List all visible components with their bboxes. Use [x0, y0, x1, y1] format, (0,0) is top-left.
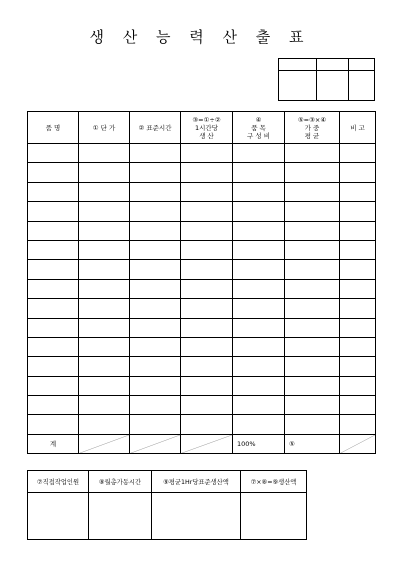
cell-standard-time[interactable]	[130, 279, 181, 298]
approval-box	[278, 58, 375, 101]
value-avg-hourly-standard-output[interactable]	[152, 493, 241, 540]
cell-weighted-average[interactable]	[285, 299, 340, 318]
production-capacity-table	[27, 111, 376, 454]
header-hourly-production	[181, 112, 233, 144]
cell-product-name[interactable]	[28, 144, 79, 163]
header-direct-workers: ⑦직접작업인원	[28, 471, 89, 493]
cell-item-ratio[interactable]	[233, 163, 285, 182]
table-row	[28, 240, 376, 259]
total-weighted-average: ⑤	[285, 434, 340, 453]
cell-weighted-average[interactable]	[285, 182, 340, 201]
table-row	[28, 144, 376, 163]
cell-remarks[interactable]	[340, 318, 376, 337]
cell-remarks[interactable]	[340, 279, 376, 298]
cell-hourly-production[interactable]	[181, 240, 233, 259]
table-total-row	[28, 434, 376, 453]
header-product-name: 품 명	[28, 112, 79, 144]
cell-item-ratio[interactable]	[233, 415, 285, 434]
cell-product-name[interactable]	[28, 299, 79, 318]
cell-product-name[interactable]	[28, 318, 79, 337]
cell-weighted-average[interactable]	[285, 415, 340, 434]
cell-remarks[interactable]	[340, 299, 376, 318]
cell-standard-time[interactable]	[130, 202, 181, 221]
cell-unit-price[interactable]	[79, 240, 130, 259]
cell-weighted-average[interactable]	[285, 260, 340, 279]
approval-header-cell-3	[349, 59, 375, 71]
cell-item-ratio[interactable]	[233, 279, 285, 298]
header-avg-hourly-standard-output: ⑨평균1Hr당표준생산액	[152, 471, 241, 493]
cell-hourly-production[interactable]	[181, 221, 233, 240]
cell-unit-price[interactable]	[79, 376, 130, 395]
cell-remarks[interactable]	[340, 376, 376, 395]
approval-sign-cell-1	[279, 71, 317, 101]
cell-item-ratio[interactable]	[233, 376, 285, 395]
cell-hourly-production[interactable]	[181, 337, 233, 356]
cell-item-ratio[interactable]	[233, 221, 285, 240]
cell-product-name[interactable]	[28, 240, 79, 259]
total-unit-price-diagonal	[79, 434, 130, 453]
cell-product-name[interactable]	[28, 163, 79, 182]
cell-item-ratio[interactable]	[233, 260, 285, 279]
header-hourly-production-line2: 1시간당	[195, 123, 218, 132]
header-item-ratio-line3: 구 성 비	[247, 131, 270, 140]
header-production-amount: ⑦×⑧=⑨생산액	[241, 471, 307, 493]
header-weighted-average-line2: 가 중	[304, 123, 320, 132]
header-weighted-average-line3: 평 균	[304, 131, 320, 140]
production-amount-value-row	[28, 493, 307, 540]
cell-hourly-production[interactable]	[181, 260, 233, 279]
header-hourly-production-formula: ③=①÷②	[192, 115, 221, 124]
value-monthly-operating-hours[interactable]	[89, 493, 152, 540]
cell-product-name[interactable]	[28, 396, 79, 415]
cell-unit-price[interactable]	[79, 260, 130, 279]
production-amount-table	[27, 470, 307, 540]
cell-standard-time[interactable]	[130, 144, 181, 163]
table-row	[28, 357, 376, 376]
total-standard-time-diagonal	[130, 434, 181, 453]
cell-unit-price[interactable]	[79, 357, 130, 376]
cell-item-ratio[interactable]	[233, 299, 285, 318]
cell-item-ratio[interactable]	[233, 337, 285, 356]
header-monthly-operating-hours: ⑧월총가동시간	[89, 471, 152, 493]
cell-hourly-production[interactable]	[181, 396, 233, 415]
header-item-ratio-number: ④	[255, 115, 262, 124]
cell-product-name[interactable]	[28, 182, 79, 201]
cell-product-name[interactable]	[28, 221, 79, 240]
cell-hourly-production[interactable]	[181, 357, 233, 376]
table-row	[28, 260, 376, 279]
cell-hourly-production[interactable]	[181, 144, 233, 163]
cell-unit-price[interactable]	[79, 144, 130, 163]
table-row	[28, 202, 376, 221]
cell-item-ratio[interactable]	[233, 240, 285, 259]
cell-hourly-production[interactable]	[181, 415, 233, 434]
cell-remarks[interactable]	[340, 337, 376, 356]
header-remarks: 비 고	[340, 112, 376, 144]
cell-remarks[interactable]	[340, 415, 376, 434]
header-item-ratio-line2: 품 목	[251, 123, 266, 132]
cell-unit-price[interactable]	[79, 396, 130, 415]
table-header-row	[28, 112, 376, 144]
cell-standard-time[interactable]	[130, 376, 181, 395]
cell-remarks[interactable]	[340, 182, 376, 201]
cell-weighted-average[interactable]	[285, 163, 340, 182]
cell-weighted-average[interactable]	[285, 396, 340, 415]
cell-remarks[interactable]	[340, 202, 376, 221]
cell-product-name[interactable]	[28, 357, 79, 376]
cell-unit-price[interactable]	[79, 318, 130, 337]
cell-hourly-production[interactable]	[181, 299, 233, 318]
cell-unit-price[interactable]	[79, 415, 130, 434]
cell-weighted-average[interactable]	[285, 221, 340, 240]
cell-remarks[interactable]	[340, 163, 376, 182]
cell-standard-time[interactable]	[130, 182, 181, 201]
header-hourly-production-line3: 생 산	[199, 131, 214, 140]
approval-sign-cell-2	[317, 71, 349, 101]
cell-unit-price[interactable]	[79, 299, 130, 318]
cell-remarks[interactable]	[340, 260, 376, 279]
cell-product-name[interactable]	[28, 279, 79, 298]
cell-standard-time[interactable]	[130, 318, 181, 337]
cell-hourly-production[interactable]	[181, 376, 233, 395]
value-direct-workers[interactable]	[28, 493, 89, 540]
cell-unit-price[interactable]	[79, 182, 130, 201]
cell-item-ratio[interactable]	[233, 182, 285, 201]
approval-header-cell-2	[317, 59, 349, 71]
cell-item-ratio[interactable]	[233, 144, 285, 163]
cell-hourly-production[interactable]	[181, 318, 233, 337]
header-unit-price: ① 단 가	[79, 112, 130, 144]
cell-remarks[interactable]	[340, 144, 376, 163]
cell-product-name[interactable]	[28, 260, 79, 279]
total-remarks-diagonal	[340, 434, 376, 453]
cell-standard-time[interactable]	[130, 240, 181, 259]
cell-standard-time[interactable]	[130, 299, 181, 318]
cell-product-name[interactable]	[28, 337, 79, 356]
cell-hourly-production[interactable]	[181, 182, 233, 201]
cell-product-name[interactable]	[28, 415, 79, 434]
cell-remarks[interactable]	[340, 396, 376, 415]
cell-hourly-production[interactable]	[181, 279, 233, 298]
cell-unit-price[interactable]	[79, 221, 130, 240]
cell-unit-price[interactable]	[79, 337, 130, 356]
table-row	[28, 221, 376, 240]
cell-standard-time[interactable]	[130, 415, 181, 434]
cell-unit-price[interactable]	[79, 163, 130, 182]
cell-hourly-production[interactable]	[181, 163, 233, 182]
document-title: 생 산 능 력 산 출 표	[89, 28, 311, 46]
cell-weighted-average[interactable]	[285, 337, 340, 356]
header-standard-time: ② 표준시간	[130, 112, 181, 144]
cell-item-ratio[interactable]	[233, 357, 285, 376]
cell-standard-time[interactable]	[130, 221, 181, 240]
table-row	[28, 337, 376, 356]
cell-product-name[interactable]	[28, 376, 79, 395]
cell-product-name[interactable]	[28, 202, 79, 221]
cell-weighted-average[interactable]	[285, 279, 340, 298]
cell-remarks[interactable]	[340, 240, 376, 259]
total-item-ratio: 100%	[233, 434, 285, 453]
total-hourly-production-diagonal	[181, 434, 233, 453]
cell-standard-time[interactable]	[130, 260, 181, 279]
header-weighted-average-formula: ⑤=③×④	[297, 115, 327, 124]
total-label: 계	[28, 434, 79, 453]
production-amount-header-row	[28, 471, 307, 493]
table-row	[28, 279, 376, 298]
header-item-ratio	[233, 112, 285, 144]
cell-standard-time[interactable]	[130, 357, 181, 376]
table-row	[28, 415, 376, 434]
cell-weighted-average[interactable]	[285, 318, 340, 337]
cell-item-ratio[interactable]	[233, 396, 285, 415]
approval-sign-cell-3	[349, 71, 375, 101]
cell-standard-time[interactable]	[130, 337, 181, 356]
cell-weighted-average[interactable]	[285, 240, 340, 259]
cell-unit-price[interactable]	[79, 279, 130, 298]
cell-item-ratio[interactable]	[233, 318, 285, 337]
cell-remarks[interactable]	[340, 357, 376, 376]
cell-weighted-average[interactable]	[285, 376, 340, 395]
approval-header-cell-1	[279, 59, 317, 71]
table-row	[28, 163, 376, 182]
cell-remarks[interactable]	[340, 221, 376, 240]
cell-weighted-average[interactable]	[285, 357, 340, 376]
value-production-amount[interactable]	[241, 493, 307, 540]
cell-standard-time[interactable]	[130, 163, 181, 182]
table-row	[28, 318, 376, 337]
cell-item-ratio[interactable]	[233, 202, 285, 221]
cell-unit-price[interactable]	[79, 202, 130, 221]
cell-weighted-average[interactable]	[285, 144, 340, 163]
cell-weighted-average[interactable]	[285, 202, 340, 221]
cell-hourly-production[interactable]	[181, 202, 233, 221]
table-row	[28, 299, 376, 318]
cell-standard-time[interactable]	[130, 396, 181, 415]
table-row	[28, 396, 376, 415]
table-row	[28, 376, 376, 395]
table-row	[28, 182, 376, 201]
header-weighted-average	[285, 112, 340, 144]
